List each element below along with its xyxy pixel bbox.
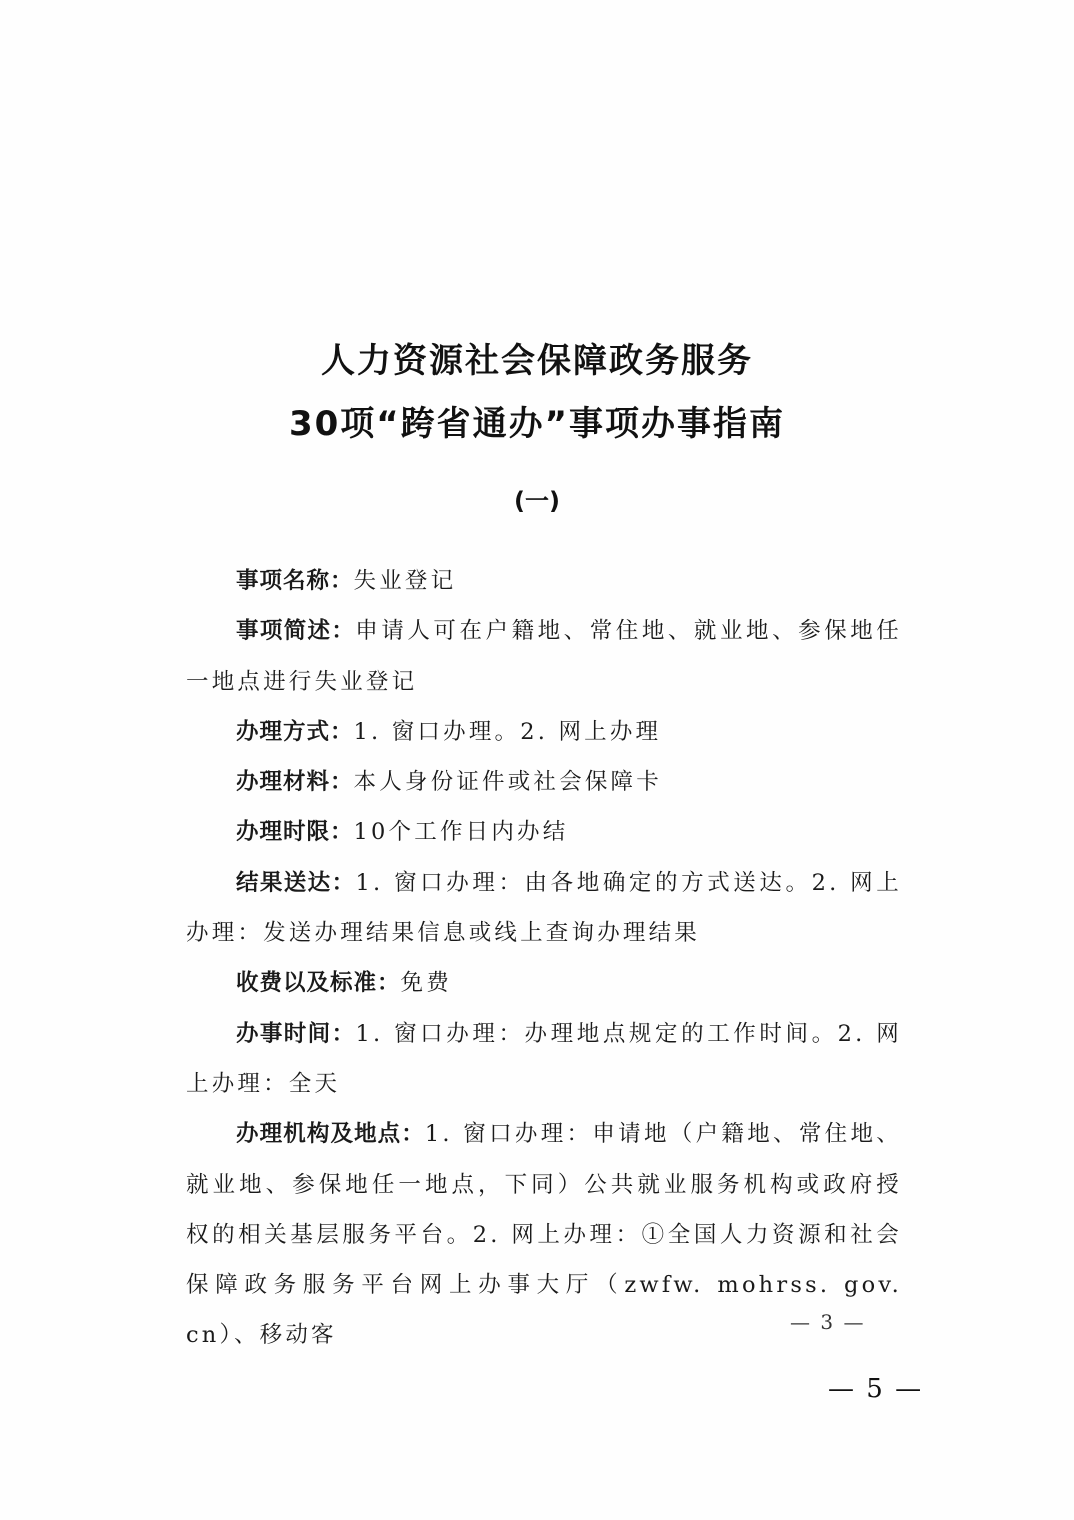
item-label: 办理机构及地点：	[236, 1121, 425, 1148]
outer-page-number: — 5 —	[828, 1374, 924, 1404]
office-hours-paragraph	[186, 1009, 902, 1110]
item-text: 本人身份证件或社会保障卡	[353, 769, 662, 796]
item-text: 1. 窗口办理：申请地（户籍地、常住地、就业地、参保地任一地点，下同）公共就业服务机构或政府授权的相关基层服务平台。2. 网上办理：①全国人力资源和社会保障政务服务平台网上办事大厅（zwfw. mohrss. gov. cn）、移动客	[186, 1121, 902, 1349]
item-label: 办理材料：	[236, 769, 354, 796]
time-limit-paragraph	[186, 807, 902, 857]
item-text: 失业登记	[353, 568, 457, 594]
item-label: 结果送达：	[236, 869, 356, 896]
document-body	[186, 556, 902, 1361]
item-text: 10个工作日内办结	[353, 819, 569, 846]
item-summary-paragraph	[186, 606, 902, 707]
item-text: 免费	[400, 970, 452, 997]
item-text: 1. 窗口办理：由各地确定的方式送达。2. 网上办理：发送办理结果信息或线上查询办理结果	[186, 869, 902, 947]
handling-method-paragraph	[186, 707, 902, 757]
fee-paragraph	[186, 958, 902, 1008]
document-title-line1: 人力资源社会保障政务服务	[321, 341, 753, 381]
item-text: 申请人可在户籍地、常住地、就业地、参保地任一地点进行失业登记	[186, 618, 902, 695]
item-label: 收费以及标准：	[236, 970, 401, 997]
item-label: 办事时间：	[236, 1020, 356, 1047]
item-label: 事项名称：	[236, 568, 354, 594]
item-text: 1. 窗口办理：办理地点规定的工作时间。2. 网上办理：全天	[186, 1020, 902, 1097]
document-title-line2: 30项“跨省通办”事项办事指南	[288, 404, 785, 444]
result-delivery-paragraph	[186, 858, 902, 959]
item-name-paragraph	[186, 556, 902, 606]
materials-paragraph	[186, 757, 902, 807]
item-text: 1. 窗口办理。2. 网上办理	[353, 718, 662, 745]
section-number: (一)	[514, 487, 560, 515]
inner-page-number: — 3 —	[790, 1310, 866, 1334]
item-label: 事项简述：	[236, 618, 356, 645]
item-label: 办理时限：	[236, 819, 354, 846]
item-label: 办理方式：	[236, 718, 354, 745]
